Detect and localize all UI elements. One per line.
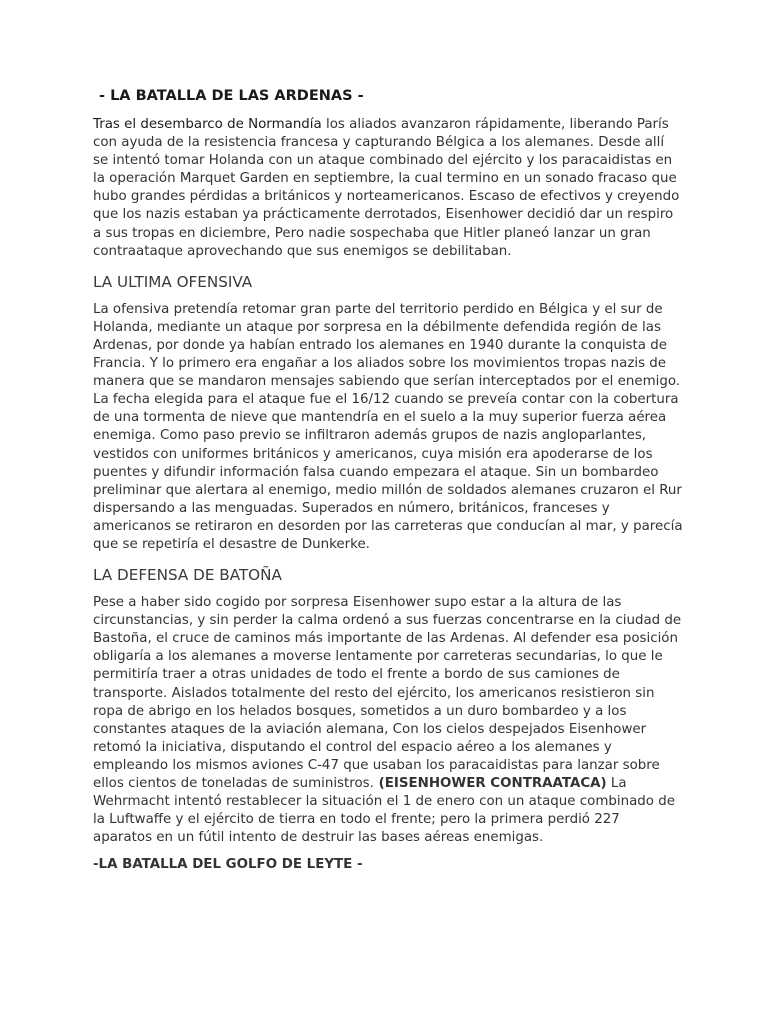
ultima-ofensiva-paragraph: La ofensiva pretendía retomar gran parte del territorio perdido en Bélgica y el sur de Holanda, mediante un ataque por sorpresa en la débilmente defendida región de las Ardenas, por donde ya habían entrado los alemanes en 1940 durante la conquista de Francia. Y lo primero era engañar a los aliados sobre los movimientos tropas nazis de manera que se mandaron mensajes sabiendo que serían interceptados por el enemigo. La fecha elegida para el ataque fue el 16/12 cuando se preveía contar con la cobertura de una tormenta de nieve que mantendría en el suelo a la muy superior fuerza aérea enemiga. Como paso previo se infiltraron además grupos de nazis angloparlantes, vestidos con uniformes británicos y americanos, cuya misión era apoderarse de los puentes y difundir información falsa cuando empezara el ataque. Sin un bombardeo preliminar que alertara al enemigo, medio millón de soldados alemanes cruzaron el Rur dispersando a las menguadas. Superados en número, británicos, franceses y americanos se retiraron en desorden por las carreteras que conducían al mar, y parecía que se repetiría el desastre de Dunkerke. — [93, 301, 683, 552]
intro-paragraph — [93, 116, 683, 261]
intro-link-text: Tras el desembarco de Normandía — [93, 117, 322, 132]
defensa-text-before: Pese a haber sido cogido por sorpresa Eisenhower supo estar a la altura de las circunstancias, y sin perder la calma ordenó a sus fuerzas concentrarse en la ciudad de Bastoña, el cruce de caminos más importante de las Ardenas. Al defender esa posición obligaría a los alemanes a moverse lentamente por carreteras secundarias, lo que le permitiría traer a otras unidades de todo el frente a bordo de sus camiones de transporte. Aislados totalmente del resto del ejército, los americanos resistieron sin ropa de abrigo en los helados bosques, sometidos a un duro bombardeo y a los constantes ataques de la aviación alemana, Con los cielos despejados Eisenhower retomó la iniciativa, disputando el control del espacio aéreo a los alemanes y empleando los mismos aviones C-47 que usaban los paracaidistas para lanzar sobre ellos cientos de toneladas de suministros. — [93, 595, 682, 791]
defensa-text-after: La Wehrmacht intentó restablecer la situación el 1 de enero con un ataque combinado de la Luftwaffe y el ejército de tierra en todo el frente; pero la primera perdió 227 aparatos en un fútil intento de destruir las bases aéreas enemigas. — [93, 776, 675, 846]
intro-text: los aliados avanzaron rápidamente, liberando París con ayuda de la resistencia francesa y capturando Bélgica a los alemanes. Desde allí se intentó tomar Holanda con un ataque combinado del ejército y los paracaidistas en la operación Marquet Garden en septiembre, la cual termino en un sonado fracaso que hubo grandes pérdidas a británicos y norteamericanos. Escaso de efectivos y creyendo que los nazis estaban ya prácticamente derrotados, Eisenhower decidió dar un respiro a sus tropas en diciembre, Pero nadie sospechaba que Hitler planeó lanzar un gran contraataque aprovechando que sus enemigos se debilitaban. — [93, 117, 680, 259]
next-section-heading: -LA BATALLA DEL GOLFO DE LEYTE - — [93, 857, 363, 873]
section-heading-ultima-ofensiva: LA ULTIMA OFENSIVA — [93, 272, 253, 291]
document-title: - LA BATALLA DE LAS ARDENAS - — [99, 88, 364, 104]
document-page — [93, 86, 683, 874]
inline-bold-heading: (EISENHOWER CONTRAATACA) — [373, 776, 607, 791]
section-heading-defensa-batona: LA DEFENSA DE BATOÑA — [93, 566, 282, 585]
defensa-paragraph — [93, 594, 683, 847]
